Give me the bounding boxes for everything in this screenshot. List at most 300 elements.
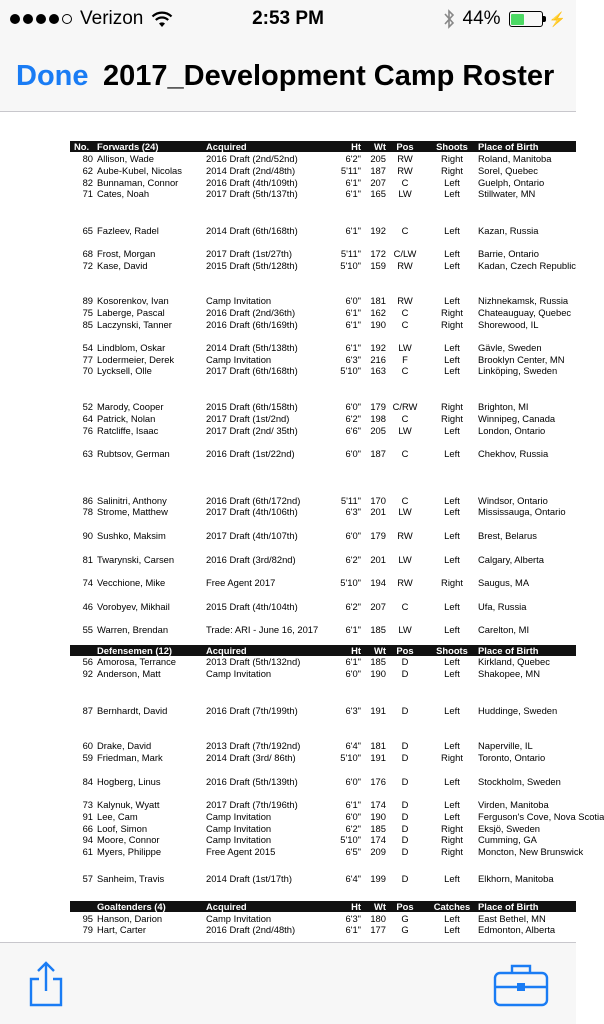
battery-percent: 44%: [462, 8, 501, 29]
section-header: [70, 141, 576, 152]
table-row: [70, 413, 576, 424]
cell-pob: Winnipeg, Canada: [478, 413, 556, 424]
cell-pos: D: [401, 846, 409, 857]
cell-wt: 209: [370, 846, 386, 857]
cell-pob: Stillwater, MN: [478, 188, 536, 199]
cell-name: Lycksell, Olle: [97, 365, 152, 376]
cell-no: 86: [82, 495, 93, 506]
cell-no: 63: [82, 448, 93, 459]
cell-shoots: Left: [444, 354, 460, 365]
cell-ht: 6'0": [345, 668, 361, 679]
cell-pob: Ferguson's Cove, Nova Scotia: [478, 811, 604, 822]
cell-pos: RW: [397, 260, 413, 271]
cell-ht: 5'10": [340, 577, 361, 588]
cell-acquired: Camp Invitation: [206, 295, 272, 306]
battery-icon: [509, 11, 566, 28]
cell-ht: 5'10": [340, 365, 361, 376]
cell-no: 73: [82, 799, 93, 810]
cell-pos: D: [401, 740, 409, 751]
cell-wt: 181: [370, 740, 386, 751]
cell-pob: London, Ontario: [478, 425, 546, 436]
cell-acquired: Camp Invitation: [206, 811, 272, 822]
cell-ht: 6'0": [345, 776, 361, 787]
cell-shoots: Left: [444, 656, 460, 667]
cell-no: 57: [82, 873, 93, 884]
cell-no: 94: [82, 834, 93, 845]
cell-no: 66: [82, 823, 93, 834]
cell-name: Anderson, Matt: [97, 668, 161, 679]
table-row: [70, 260, 576, 271]
cell-pos: D: [401, 705, 409, 716]
cell-acquired: 2015 Draft (4th/104th): [206, 601, 298, 612]
cell-acquired: Camp Invitation: [206, 668, 272, 679]
cell-ht: 6'2": [345, 413, 361, 424]
table-row: [70, 668, 576, 679]
cell-ht: 6'0": [345, 448, 361, 459]
cell-pob: Cumming, GA: [478, 834, 537, 845]
status-time: 2:53 PM: [252, 8, 324, 29]
cell-pob: Kazan, Russia: [478, 225, 539, 236]
cell-pos: LW: [398, 425, 412, 436]
document-viewer[interactable]: [0, 113, 604, 942]
bluetooth-icon: [443, 9, 455, 29]
cell-name: Laberge, Pascal: [97, 307, 165, 318]
cell-wt: 201: [370, 554, 386, 565]
cell-ht: 6'4": [345, 873, 361, 884]
cell-no: 85: [82, 319, 93, 330]
cell-pos: D: [401, 811, 409, 822]
cell-ht: 5'11": [340, 495, 361, 506]
cell-wt: 190: [370, 319, 386, 330]
cell-no: 46: [82, 601, 93, 612]
cell-ht: 6'2": [345, 554, 361, 565]
cell-pos: G: [401, 913, 409, 924]
header-name: Defensemen (12): [97, 645, 173, 656]
cell-ht: 6'1": [345, 319, 361, 330]
cell-name: Lee, Cam: [97, 811, 138, 822]
cell-ht: 6'2": [345, 601, 361, 612]
cell-ht: 6'3": [345, 506, 361, 517]
cell-no: 95: [82, 913, 93, 924]
cell-pob: Windsor, Ontario: [478, 495, 548, 506]
cell-name: Hanson, Darion: [97, 913, 163, 924]
cell-no: 71: [82, 188, 93, 199]
cell-pos: F: [402, 354, 408, 365]
done-button[interactable]: Done: [16, 60, 89, 92]
cell-wt: 207: [370, 601, 386, 612]
cell-shoots: Left: [444, 295, 460, 306]
cell-pos: RW: [397, 577, 413, 588]
status-right: [443, 8, 566, 30]
table-row: [70, 307, 576, 318]
cell-pob: Virden, Manitoba: [478, 799, 549, 810]
cell-acquired: 2016 Draft (2nd/36th): [206, 307, 296, 318]
cell-pob: Ufa, Russia: [478, 601, 527, 612]
cell-name: Drake, David: [97, 740, 152, 751]
cell-ht: 5'10": [340, 752, 361, 763]
cell-pos: C: [401, 307, 409, 318]
cell-pos: D: [401, 656, 409, 667]
cell-no: 75: [82, 307, 93, 318]
cell-pos: C: [401, 601, 409, 612]
cell-acquired: 2014 Draft (6th/168th): [206, 225, 298, 236]
cell-acquired: 2017 Draft (4th/107th): [206, 530, 298, 541]
cell-pos: D: [401, 668, 409, 679]
cell-shoots: Left: [444, 365, 460, 376]
cell-no: 74: [82, 577, 93, 588]
cell-wt: 177: [370, 924, 386, 935]
cell-acquired: 2016 Draft (5th/139th): [206, 776, 298, 787]
cell-name: Frost, Morgan: [97, 248, 156, 259]
cell-pob: Edmonton, Alberta: [478, 924, 556, 935]
cell-pos: LW: [398, 342, 412, 353]
cell-no: 79: [82, 924, 93, 935]
table-row: [70, 554, 576, 565]
table-row: [70, 740, 576, 751]
cell-acquired: 2017 Draft (1st/27th): [206, 248, 292, 259]
cell-pob: Linköping, Sweden: [478, 365, 558, 376]
cell-pos: D: [401, 834, 409, 845]
cell-shoots: Left: [444, 342, 460, 353]
cell-ht: 5'11": [340, 248, 361, 259]
table-row: [70, 319, 576, 330]
cell-name: Patrick, Nolan: [97, 413, 156, 424]
cell-name: Lodermeier, Derek: [97, 354, 175, 365]
header-pos: Pos: [396, 645, 414, 656]
cell-no: 91: [82, 811, 93, 822]
cell-shoots: Left: [444, 799, 460, 810]
cell-no: 72: [82, 260, 93, 271]
cell-no: 60: [82, 740, 93, 751]
cell-acquired: 2016 Draft (7th/199th): [206, 705, 298, 716]
cell-name: Fazleev, Radel: [97, 225, 159, 236]
cell-name: Rubtsov, German: [97, 448, 170, 459]
cell-wt: 170: [370, 495, 386, 506]
cell-shoots: Right: [441, 153, 463, 164]
table-row: [70, 248, 576, 259]
table-row: [70, 624, 576, 635]
cell-ht: 6'0": [345, 530, 361, 541]
cell-ht: 6'1": [345, 656, 361, 667]
cell-pos: D: [401, 823, 409, 834]
cell-shoots: Left: [444, 425, 460, 436]
cell-name: Kosorenkov, Ivan: [97, 295, 169, 306]
cell-acquired: 2017 Draft (6th/168th): [206, 365, 298, 376]
cell-wt: 181: [370, 295, 386, 306]
cell-no: 61: [82, 846, 93, 857]
cell-pob: Barrie, Ontario: [478, 248, 539, 259]
cell-name: Aube-Kubel, Nicolas: [97, 165, 182, 176]
table-row: [70, 165, 576, 176]
cell-wt: 191: [370, 752, 386, 763]
cell-ht: 6'0": [345, 401, 361, 412]
cell-no: 70: [82, 365, 93, 376]
header-name: Goaltenders (4): [97, 901, 166, 912]
header-acquired: Acquired: [206, 141, 247, 152]
cell-acquired: Free Agent 2017: [206, 577, 276, 588]
header-ht: Ht: [351, 901, 361, 912]
cell-ht: 6'3": [345, 354, 361, 365]
header-ht: Ht: [351, 141, 361, 152]
cell-pob: Brighton, MI: [478, 401, 529, 412]
cell-shoots: Left: [444, 506, 460, 517]
cell-acquired: 2016 Draft (3rd/82nd): [206, 554, 296, 565]
cell-ht: 6'2": [345, 153, 361, 164]
cell-shoots: Left: [444, 530, 460, 541]
cell-ht: 5'10": [340, 834, 361, 845]
table-row: [70, 225, 576, 236]
cell-name: Strome, Matthew: [97, 506, 168, 517]
cell-wt: 192: [370, 342, 386, 353]
cell-wt: 174: [370, 799, 386, 810]
cell-pos: D: [401, 752, 409, 763]
cell-pos: C: [401, 225, 409, 236]
cell-shoots: Left: [444, 260, 460, 271]
cell-wt: 174: [370, 834, 386, 845]
cell-pos: LW: [398, 188, 412, 199]
cell-no: 90: [82, 530, 93, 541]
cell-shoots: Left: [444, 668, 460, 679]
cell-pob: Chateauguay, Quebec: [478, 307, 572, 318]
cell-acquired: 2016 Draft (2nd/48th): [206, 924, 296, 935]
cell-acquired: 2014 Draft (1st/17th): [206, 873, 292, 884]
cell-no: 64: [82, 413, 93, 424]
cell-pob: Stockholm, Sweden: [478, 776, 561, 787]
cell-acquired: 2017 Draft (5th/137th): [206, 188, 298, 199]
cell-name: Kase, David: [97, 260, 148, 271]
carrier-name: Verizon: [80, 8, 144, 29]
table-row: [70, 577, 576, 588]
cell-name: Myers, Philippe: [97, 846, 162, 857]
cell-shoots: Left: [444, 705, 460, 716]
cell-no: 65: [82, 225, 93, 236]
header-name: Forwards (24): [97, 141, 159, 152]
table-row: [70, 752, 576, 763]
cell-ht: 6'1": [345, 924, 361, 935]
cell-wt: 187: [370, 165, 386, 176]
section-header: [70, 901, 576, 912]
cell-shoots: Right: [441, 823, 463, 834]
cell-shoots: Left: [444, 448, 460, 459]
cell-pob: Saugus, MA: [478, 577, 530, 588]
cell-pob: Kadan, Czech Republic: [478, 260, 576, 271]
cell-wt: 179: [370, 530, 386, 541]
section-header: [70, 645, 576, 656]
cell-acquired: Free Agent 2015: [206, 846, 276, 857]
cell-ht: 6'1": [345, 342, 361, 353]
header-pos: Pos: [396, 141, 414, 152]
cell-acquired: 2017 Draft (7th/196th): [206, 799, 298, 810]
cell-acquired: 2014 Draft (2nd/48th): [206, 165, 296, 176]
table-row: [70, 425, 576, 436]
cell-shoots: Left: [444, 495, 460, 506]
cell-no: 77: [82, 354, 93, 365]
cell-wt: 179: [370, 401, 386, 412]
cell-shoots: Left: [444, 913, 460, 924]
cell-pob: Eksjö, Sweden: [478, 823, 541, 834]
table-row: [70, 177, 576, 188]
cell-shoots: Left: [444, 601, 460, 612]
cell-ht: 6'5": [345, 846, 361, 857]
table-row: [70, 448, 576, 459]
header-shoots: Shoots: [436, 141, 468, 152]
cell-acquired: 2015 Draft (6th/158th): [206, 401, 298, 412]
table-row: [70, 530, 576, 541]
cell-wt: 163: [370, 365, 386, 376]
cell-pos: C: [401, 365, 409, 376]
table-row: [70, 506, 576, 517]
cell-name: Moore, Connor: [97, 834, 160, 845]
cell-name: Bunnaman, Connor: [97, 177, 179, 188]
cell-name: Allison, Wade: [97, 153, 154, 164]
cell-pob: East Bethel, MN: [478, 913, 546, 924]
cell-shoots: Left: [444, 248, 460, 259]
cell-ht: 6'1": [345, 799, 361, 810]
cell-acquired: 2016 Draft (1st/22nd): [206, 448, 295, 459]
header-pob: Place of Birth: [478, 645, 539, 656]
cell-name: Hart, Carter: [97, 924, 146, 935]
cell-name: Sanheim, Travis: [97, 873, 165, 884]
cell-ht: 6'6": [345, 425, 361, 436]
cell-wt: 191: [370, 705, 386, 716]
cell-ht: 6'1": [345, 307, 361, 318]
cell-wt: 172: [370, 248, 386, 259]
cell-pos: C/RW: [392, 401, 418, 412]
cell-pob: Carelton, MI: [478, 624, 530, 635]
cell-no: 80: [82, 153, 93, 164]
table-row: [70, 913, 576, 924]
cell-pos: D: [401, 776, 409, 787]
cell-shoots: Left: [444, 188, 460, 199]
share-icon[interactable]: [26, 961, 66, 1007]
cell-shoots: Right: [441, 834, 463, 845]
cell-shoots: Right: [441, 165, 463, 176]
cell-wt: 190: [370, 811, 386, 822]
cell-pob: Sorel, Quebec: [478, 165, 538, 176]
cell-pob: Shakopee, MN: [478, 668, 541, 679]
cell-pos: C: [401, 448, 409, 459]
cell-acquired: Trade: ARI - June 16, 2017: [206, 624, 319, 635]
cell-no: 78: [82, 506, 93, 517]
header-acquired: Acquired: [206, 645, 247, 656]
cell-acquired: 2016 Draft (2nd/52nd): [206, 153, 298, 164]
cell-name: Friedman, Mark: [97, 752, 163, 763]
cell-no: 87: [82, 705, 93, 716]
cell-no: 68: [82, 248, 93, 259]
cell-no: 62: [82, 165, 93, 176]
cell-ht: 6'0": [345, 811, 361, 822]
toolbox-icon[interactable]: [493, 963, 549, 1007]
cell-acquired: 2013 Draft (7th/192nd): [206, 740, 301, 751]
cell-ht: 6'1": [345, 225, 361, 236]
cell-pos: C/LW: [393, 248, 417, 259]
cell-name: Amorosa, Terrance: [97, 656, 177, 667]
cell-pos: LW: [398, 554, 412, 565]
table-row: [70, 656, 576, 667]
cell-ht: 6'1": [345, 177, 361, 188]
cell-wt: 201: [370, 506, 386, 517]
cell-no: 92: [82, 668, 93, 679]
cell-name: Cates, Noah: [97, 188, 150, 199]
cell-pos: RW: [397, 530, 413, 541]
cell-wt: 198: [370, 413, 386, 424]
cell-acquired: 2016 Draft (6th/169th): [206, 319, 298, 330]
cell-acquired: 2013 Draft (5th/132nd): [206, 656, 301, 667]
cell-wt: 216: [370, 354, 386, 365]
cell-name: Warren, Brendan: [97, 624, 169, 635]
cell-wt: 205: [370, 153, 386, 164]
cell-ht: 6'4": [345, 740, 361, 751]
cell-no: 76: [82, 425, 93, 436]
cell-shoots: Right: [441, 401, 463, 412]
cell-pob: Mississauga, Ontario: [478, 506, 566, 517]
cell-no: 81: [82, 554, 93, 565]
cell-shoots: Right: [441, 319, 463, 330]
charging-bolt-icon: ⚡: [548, 10, 566, 27]
cell-pob: Gävle, Sweden: [478, 342, 542, 353]
cell-pob: Kirkland, Quebec: [478, 656, 550, 667]
cell-pos: RW: [397, 165, 413, 176]
cell-pob: Shorewood, IL: [478, 319, 539, 330]
header-ht: Ht: [351, 645, 361, 656]
cell-acquired: 2016 Draft (6th/172nd): [206, 495, 301, 506]
cell-name: Salinitri, Anthony: [97, 495, 167, 506]
roster-page: [0, 113, 604, 942]
battery-level-fill: [511, 14, 524, 25]
cell-wt: 199: [370, 873, 386, 884]
cell-pos: RW: [397, 153, 413, 164]
cell-wt: 190: [370, 668, 386, 679]
cell-shoots: Right: [441, 846, 463, 857]
cell-pob: Brooklyn Center, MN: [478, 354, 565, 365]
cell-acquired: 2014 Draft (5th/138th): [206, 342, 298, 353]
table-row: [70, 188, 576, 199]
cell-acquired: Camp Invitation: [206, 823, 272, 834]
table-row: [70, 495, 576, 506]
cell-name: Vecchione, Mike: [97, 577, 166, 588]
table-row: [70, 823, 576, 834]
cell-acquired: Camp Invitation: [206, 834, 272, 845]
table-row: [70, 776, 576, 787]
cell-name: Marody, Cooper: [97, 401, 164, 412]
header-shoots: Shoots: [436, 645, 468, 656]
cell-wt: 205: [370, 425, 386, 436]
cell-shoots: Right: [441, 307, 463, 318]
table-row: [70, 153, 576, 164]
cell-shoots: Left: [444, 811, 460, 822]
header-no: No.: [74, 141, 90, 152]
cell-ht: 5'10": [340, 260, 361, 271]
document-title: 2017_Development Camp Roster: [103, 60, 555, 92]
cell-pob: Nizhnekamsk, Russia: [478, 295, 569, 306]
cell-ht: 6'3": [345, 913, 361, 924]
cell-pos: RW: [397, 295, 413, 306]
cell-acquired: Camp Invitation: [206, 913, 272, 924]
cell-ht: 5'11": [340, 165, 361, 176]
cell-name: Kalynuk, Wyatt: [97, 799, 160, 810]
cell-wt: 187: [370, 448, 386, 459]
header-pob: Place of Birth: [478, 141, 539, 152]
navigation-bar: [0, 40, 576, 112]
table-row: [70, 354, 576, 365]
cell-ht: 6'0": [345, 295, 361, 306]
cell-name: Bernhardt, David: [97, 705, 168, 716]
cell-shoots: Left: [444, 177, 460, 188]
cell-wt: 194: [370, 577, 386, 588]
header-wt: Wt: [374, 901, 386, 912]
cell-wt: 176: [370, 776, 386, 787]
cell-shoots: Left: [444, 740, 460, 751]
